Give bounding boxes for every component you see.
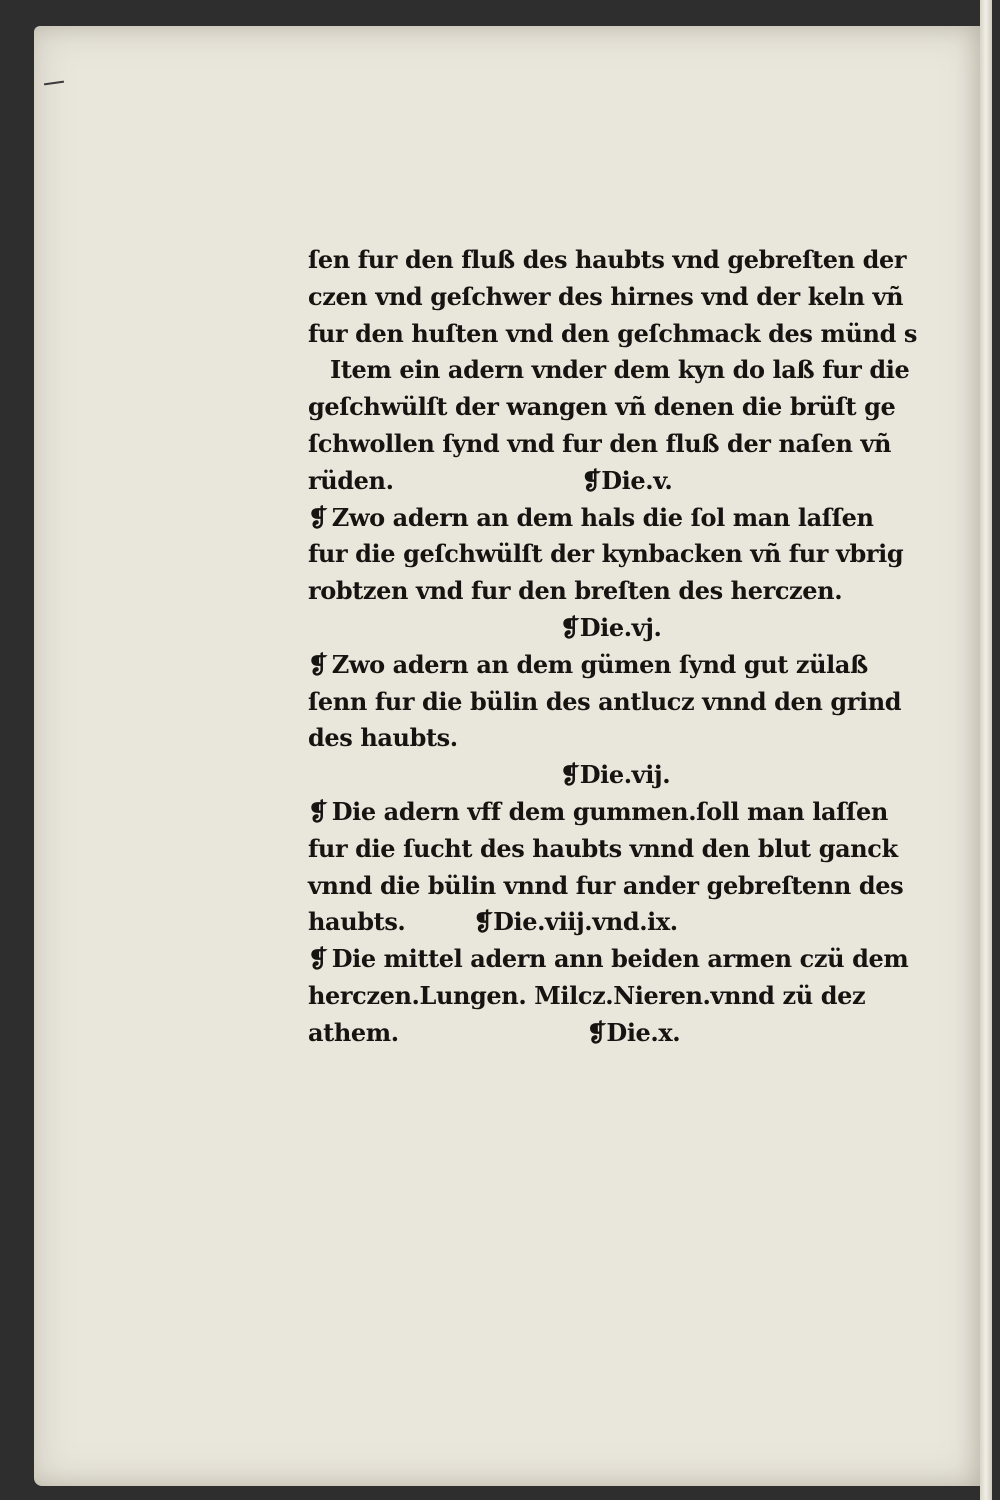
section-heading: Die.x. [606, 1017, 681, 1047]
text-line: fur den huſten vnd den geſchmack des münd s [308, 318, 918, 348]
pilcrow-icon: ❡ [581, 465, 602, 495]
text-line: fur die ſucht des haubts vnnd den blut ganck [308, 833, 898, 863]
text-line [308, 647, 948, 684]
pilcrow-icon: ❡ [473, 907, 494, 937]
text-fragment: Zwo adern an dem gümen ſynd gut zülaß [331, 649, 868, 679]
pilcrow-icon: ❡ [308, 649, 328, 679]
text-line: geſchwülſt der wangen vñ denen die brüſt ge [308, 392, 896, 422]
text-line: des haubts. [308, 723, 458, 753]
text-fragment: Zwo adern an dem hals die ſol man laſſen [331, 502, 874, 532]
section-heading: Die.vj. [579, 612, 662, 642]
text-line [308, 500, 948, 537]
pilcrow-icon: ❡ [308, 502, 328, 532]
pilcrow-icon: ❡ [308, 796, 328, 826]
section-heading: Die.v. [601, 465, 673, 495]
pilcrow-icon: ❡ [586, 1017, 607, 1047]
text-line: ſen fur den fluß des haubts vnd gebreſten der [308, 245, 907, 274]
page-spine-edge [980, 0, 992, 1500]
text-line: ſchwollen ſynd vnd fur den fluß der naſen vñ [308, 428, 892, 458]
section-heading-line [308, 757, 948, 794]
text-line-with-heading [308, 904, 948, 941]
text-line: Item ein adern vnder dem kyn do laß fur die [330, 355, 910, 385]
section-heading: Die.viij.vnd.ix. [493, 907, 678, 937]
book-page [34, 26, 982, 1486]
pilcrow-icon: ❡ [308, 944, 328, 974]
text-line [308, 794, 948, 831]
text-line-with-heading [308, 463, 948, 500]
text-line: ſenn fur die bülin des antlucz vnnd den grind [308, 686, 902, 716]
text-block [308, 242, 948, 1052]
pilcrow-icon: ❡ [560, 760, 580, 790]
text-line: herczen.Lungen. Milcz.Nieren.vnnd zü dez [308, 980, 866, 1010]
text-fragment: haubts. [308, 907, 406, 937]
text-line [308, 941, 948, 978]
text-line: robtzen vnd fur den breſten des herczen. [308, 576, 843, 606]
pilcrow-icon: ❡ [560, 612, 580, 642]
text-line: fur die geſchwülſt der kynbacken vñ fur vbrig [308, 539, 904, 569]
section-heading-line [308, 610, 948, 647]
section-heading: Die.vij. [579, 760, 671, 790]
text-fragment: rüden. [308, 465, 394, 495]
text-line-with-heading [308, 1015, 948, 1052]
text-fragment: Die mittel adern ann beiden armen czü dem [331, 944, 909, 974]
text-fragment: Die adern vff dem gummen.ſoll man laſſen [331, 796, 888, 826]
text-fragment: athem. [308, 1017, 399, 1047]
text-line: czen vnd geſchwer des hirnes vnd der keln vñ [308, 281, 904, 311]
text-line: vnnd die bülin vnnd fur ander gebreſtenn des [308, 870, 904, 900]
